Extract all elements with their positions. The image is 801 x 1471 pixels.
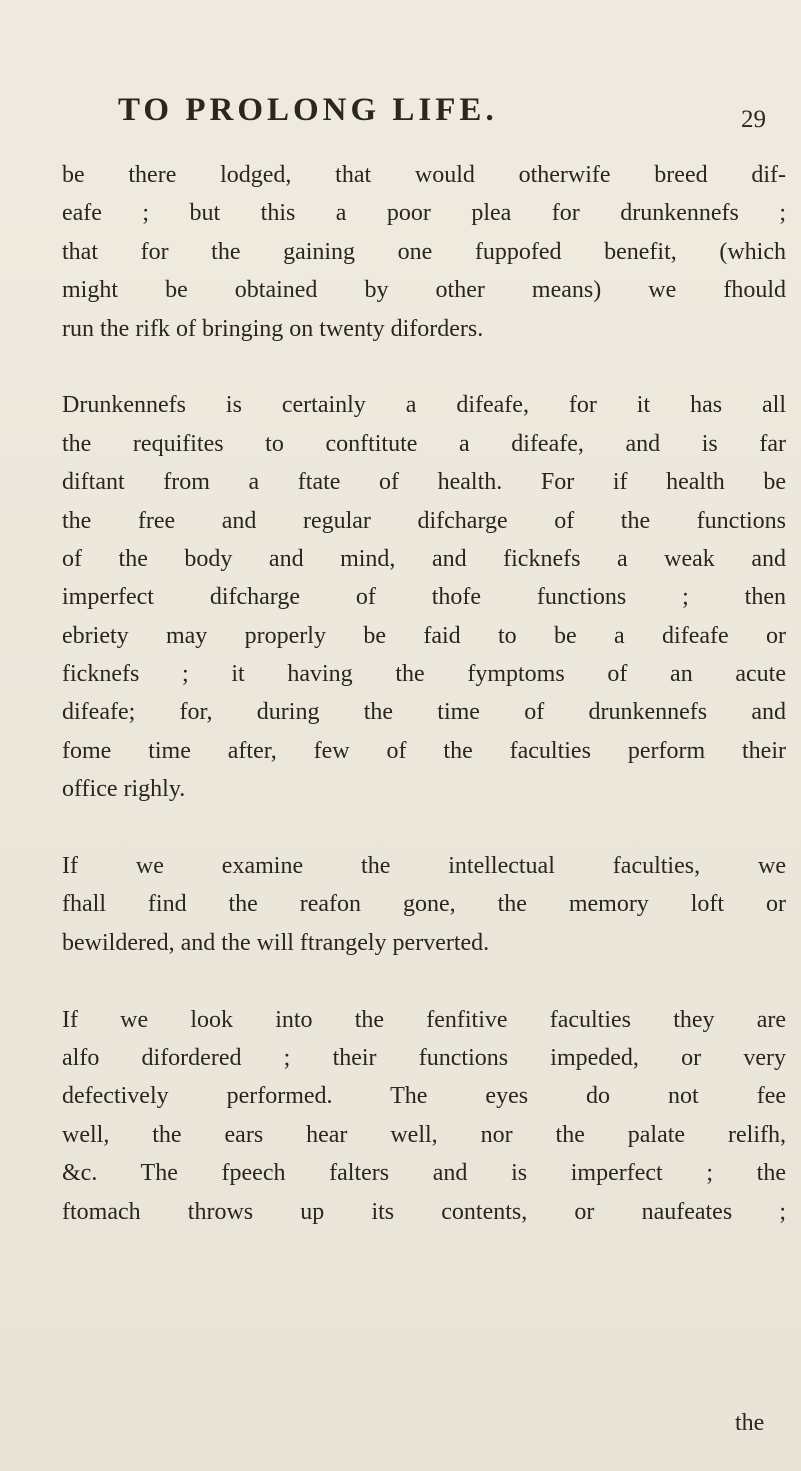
text-line: &c. The fpeech falters and is imperfect ; the bbox=[62, 1160, 786, 1187]
text-line: be there lodged, that would otherwife breed dif- bbox=[62, 162, 786, 188]
paragraph bbox=[62, 1001, 786, 1231]
text-line: run the rifk of bringing on twenty diforders. bbox=[62, 315, 484, 342]
text-line: If we look into the fenfitive faculties they are bbox=[62, 1006, 786, 1033]
page-number: 29 bbox=[741, 106, 766, 133]
text-line: the requifites to conftitute a difeafe, and is far bbox=[62, 430, 786, 457]
page-body bbox=[62, 156, 786, 1231]
catchword: the bbox=[735, 1410, 765, 1436]
text-line: office righly. bbox=[62, 776, 186, 803]
text-line: Drunkennefs is certainly a difeafe, for it has all bbox=[62, 392, 786, 419]
paragraph bbox=[62, 156, 786, 348]
text-line: fhall find the reafon gone, the memory loft or bbox=[62, 891, 786, 918]
text-line: fome time after, few of the faculties perform their bbox=[62, 737, 786, 764]
text-line: defectively performed. The eyes do not fee bbox=[62, 1083, 786, 1110]
text-line: alfo difordered ; their functions impeded, or very bbox=[62, 1044, 786, 1071]
text-line: eafe ; but this a poor plea for drunkennefs ; bbox=[62, 200, 786, 227]
text-line: might be obtained by other means) we fhould bbox=[62, 277, 786, 304]
running-title: TO PROLONG LIFE. bbox=[118, 92, 498, 128]
text-line: difeafe; for, during the time of drunkennefs and bbox=[62, 699, 786, 726]
text-line: well, the ears hear well, nor the palate relifh, bbox=[62, 1121, 786, 1148]
text-line: bewildered, and the will ftrangely perverted. bbox=[62, 929, 490, 956]
text-line: that for the gaining one fuppofed benefit, (which bbox=[62, 238, 786, 265]
text-line: diftant from a ftate of health. For if health be bbox=[62, 469, 786, 496]
paragraph bbox=[62, 386, 786, 808]
text-line: If we examine the intellectual faculties, we bbox=[62, 853, 786, 880]
text-line: imperfect difcharge of thofe functions ; then bbox=[62, 584, 786, 611]
text-line: the free and regular difcharge of the functions bbox=[62, 507, 786, 534]
text-line: of the body and mind, and ficknefs a weak and bbox=[62, 545, 786, 572]
paragraph bbox=[62, 847, 786, 962]
text-line: ftomach throws up its contents, or naufeates ; bbox=[62, 1198, 786, 1225]
text-line: ficknefs ; it having the fymptoms of an acute bbox=[62, 661, 786, 688]
text-line: ebriety may properly be faid to be a difeafe or bbox=[62, 622, 786, 649]
